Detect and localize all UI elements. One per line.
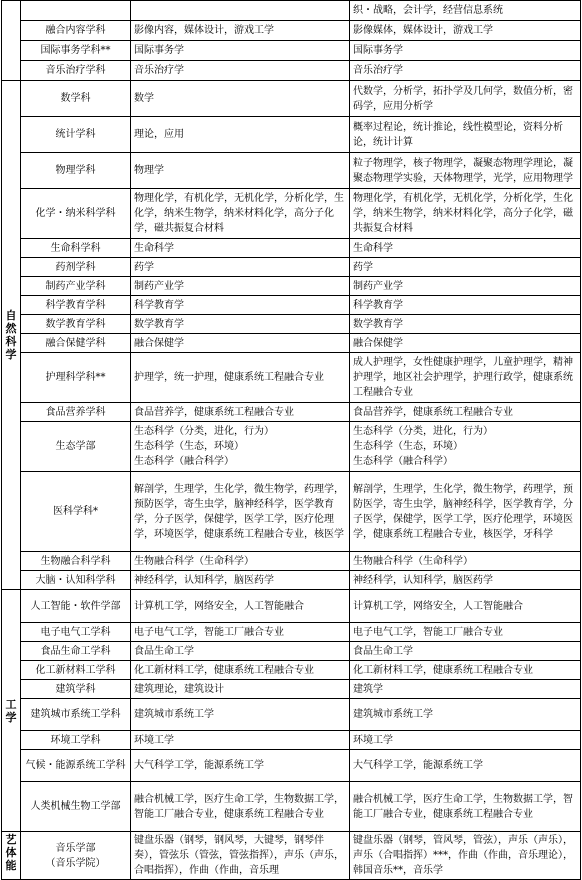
table-row	[2, 334, 581, 353]
table-row	[2, 422, 581, 472]
majors-cell: 护理学，统一护理，健康系统工程融合专业	[131, 353, 350, 403]
majors-cell: 生态科学（分类，进化，行为） 生态科学（生态，环境） 生态科学（融合科学）	[131, 422, 350, 472]
table-row	[2, 315, 581, 334]
linked-majors-cell: 织・战略，会计学，经营信息系统	[350, 1, 581, 21]
department-cell: 国际事务学科**	[21, 41, 131, 61]
group-label-char: 能	[5, 859, 17, 872]
department-cell: 建筑城市系统工学科	[21, 699, 131, 731]
department-cell: 音乐治疗学科	[21, 61, 131, 81]
linked-majors-cell: 制药产业学	[350, 277, 581, 296]
linked-majors-cell: 神经科学，认知科学，脑医药学	[350, 571, 581, 590]
majors-cell: 解剖学，生理学，生化学，微生物学，药理学，预防医学，寄生虫学，脑神经科学，医学教育学，分子医学，保健学，医学工学，医疗伦理学，环境医学，健康系统工程融合专业，核医学	[131, 472, 350, 552]
table-row	[2, 661, 581, 680]
majors-cell: 理论，应用	[131, 117, 350, 153]
linked-majors-cell: 药学	[350, 258, 581, 277]
linked-majors-cell: 大气科学工学，能源系统工学	[350, 750, 581, 782]
department-cell: 数学教育学科	[21, 315, 131, 334]
majors-cell: 物理化学，有机化学，无机化学，分析化学，生化学，纳米生物学，纳米材料化学，高分子化学，磁共振复合材料	[131, 189, 350, 239]
majors-cell: 药学	[131, 258, 350, 277]
table-row	[2, 117, 581, 153]
linked-majors-cell: 物理化学，有机化学，无机化学，分析化学，生化学，纳米生物学，纳米材料化学，高分子化学，磁共振复合材料	[350, 189, 581, 239]
majors-cell: 化工新材料工学，健康系统工程融合专业	[131, 661, 350, 680]
linked-majors-cell: 解剖学，生理学，生化学，微生物学，药理学，预防医学，寄生虫学，脑神经科学，医学教育学，分子医学，保健学，医学工学，医疗伦理学，环境医学，健康系统工程融合专业，核医学，牙科学	[350, 472, 581, 552]
table-row	[2, 832, 581, 880]
group-label-char: 工	[5, 697, 17, 711]
majors-cell: 计算机工学，网络安全，人工智能融合	[131, 590, 350, 623]
department-cell: 生物融合科学科	[21, 552, 131, 571]
majors-cell: 食品营养学，健康系统工程融合专业	[131, 403, 350, 422]
majors-cell: 音乐治疗学	[131, 61, 350, 81]
linked-majors-cell: 计算机工学，网络安全，人工智能融合	[350, 590, 581, 623]
majors-cell: 生物融合科学（生命科学）	[131, 552, 350, 571]
linked-majors-cell: 代数学，分析学，拓扑学及几何学，数值分析，密码学，应用分析学	[350, 81, 581, 117]
group-label-char: 学	[5, 710, 17, 724]
department-cell: 医科学科*	[21, 472, 131, 552]
department-cell: 科学教育学科	[21, 296, 131, 315]
department-cell: 气候・能源系统工学科	[21, 750, 131, 782]
linked-majors-cell: 电子电气工学，智能工厂融合专业	[350, 623, 581, 642]
group-label-char: 科	[5, 335, 17, 348]
department-cell: 食品营养学科	[21, 403, 131, 422]
majors-cell: 建筑城市系统工学	[131, 699, 350, 731]
department-cell: 大脑・认知科学科	[21, 571, 131, 590]
linked-majors-cell: 音乐治疗学	[350, 61, 581, 81]
department-cell: 电子电气工学科	[21, 623, 131, 642]
linked-majors-cell: 化工新材料工学，健康系统工程融合专业	[350, 661, 581, 680]
majors-cell: 融合保健学	[131, 334, 350, 353]
linked-majors-cell: 键盘乐器（钢琴，管风琴，管弦），声乐（声乐），声乐（合唱指挥）***，作曲（作曲，音乐理论），韩国音乐**，音乐学	[350, 832, 581, 880]
curriculum-table-body	[2, 1, 581, 880]
group-label-char: 体	[5, 846, 17, 859]
majors-cell: 大气科学工学，能源系统工学	[131, 750, 350, 782]
linked-majors-cell: 建筑城市系统工学	[350, 699, 581, 731]
majors-cell: 制药产业学	[131, 277, 350, 296]
linked-majors-cell: 生命科学	[350, 239, 581, 258]
majors-cell: 建筑理论，建筑设计	[131, 680, 350, 699]
table-row	[2, 41, 581, 61]
majors-cell: 科学教育学	[131, 296, 350, 315]
department-cell	[21, 1, 131, 21]
table-row	[2, 81, 581, 117]
department-cell: 化学・纳米科学科	[21, 189, 131, 239]
table-row	[2, 623, 581, 642]
department-cell: 护理科学科**	[21, 353, 131, 403]
group-label	[2, 832, 21, 880]
table-row	[2, 21, 581, 41]
majors-cell: 生命科学	[131, 239, 350, 258]
department-cell: 物理学科	[21, 153, 131, 189]
table-row	[2, 552, 581, 571]
department-cell: 制药产业学科	[21, 277, 131, 296]
majors-cell	[131, 1, 350, 21]
linked-majors-cell: 建筑学	[350, 680, 581, 699]
table-row	[2, 277, 581, 296]
majors-cell: 数学	[131, 81, 350, 117]
table-row	[2, 296, 581, 315]
group-label	[2, 1, 21, 81]
linked-majors-cell: 影像媒体，媒体设计，游戏工学	[350, 21, 581, 41]
department-cell: 生命科学科	[21, 239, 131, 258]
majors-cell: 电子电气工学，智能工厂融合专业	[131, 623, 350, 642]
department-cell: 建筑学科	[21, 680, 131, 699]
linked-majors-cell: 科学教育学	[350, 296, 581, 315]
department-cell: 化工新材料工学科	[21, 661, 131, 680]
table-row	[2, 472, 581, 552]
linked-majors-cell: 国际事务学	[350, 41, 581, 61]
linked-majors-cell: 生物融合科学（生命科学）	[350, 552, 581, 571]
table-row	[2, 642, 581, 661]
department-cell: 食品生命工学科	[21, 642, 131, 661]
group-label	[2, 590, 21, 832]
group-label-char: 然	[5, 322, 17, 335]
department-cell: 生态学部	[21, 422, 131, 472]
group-label-char: 艺	[5, 833, 17, 846]
table-row	[2, 750, 581, 782]
department-cell: 药剂学科	[21, 258, 131, 277]
linked-majors-cell: 环境工学	[350, 731, 581, 750]
department-cell: 人工智能・软件学部	[21, 590, 131, 623]
linked-majors-cell: 概率过程论，统计推论，线性模型论，资料分析论，统计计算	[350, 117, 581, 153]
group-label	[2, 81, 21, 590]
table-row	[2, 403, 581, 422]
table-row	[2, 239, 581, 258]
majors-cell: 食品生命工学	[131, 642, 350, 661]
group-label-char: 学	[5, 348, 17, 361]
table-row	[2, 258, 581, 277]
majors-cell: 物理学	[131, 153, 350, 189]
table-row	[2, 680, 581, 699]
department-cell: 音乐学部 （音乐学院）	[21, 832, 131, 880]
majors-cell: 国际事务学	[131, 41, 350, 61]
majors-cell: 神经科学，认知科学，脑医药学	[131, 571, 350, 590]
linked-majors-cell: 生态科学（分类，进化，行为） 生态科学（生态，环境） 生态科学（融合科学）	[350, 422, 581, 472]
department-cell: 融合保健学科	[21, 334, 131, 353]
table-row	[2, 782, 581, 832]
majors-cell: 环境工学	[131, 731, 350, 750]
table-row	[2, 590, 581, 623]
department-cell: 融合内容学科	[21, 21, 131, 41]
linked-majors-cell: 食品营养学，健康系统工程融合专业	[350, 403, 581, 422]
table-row	[2, 153, 581, 189]
group-label-char: 自	[5, 309, 17, 322]
department-cell: 环境工学科	[21, 731, 131, 750]
table-row	[2, 61, 581, 81]
table-row	[2, 699, 581, 731]
linked-majors-cell: 粒子物理学，核子物理学，凝聚态物理学理论，凝聚态物理学实验，天体物理学，光学，应用物理学	[350, 153, 581, 189]
department-cell: 人类机械生物工学部	[21, 782, 131, 832]
linked-majors-cell: 数学教育学	[350, 315, 581, 334]
department-cell: 数学科	[21, 81, 131, 117]
linked-majors-cell: 融合保健学	[350, 334, 581, 353]
table-row	[2, 571, 581, 590]
table-row	[2, 731, 581, 750]
table-row	[2, 1, 581, 21]
linked-majors-cell: 成人护理学，女性健康护理学，儿童护理学，精神护理学，地区社会护理学，护理行政学，健康系统工程融合专业	[350, 353, 581, 403]
majors-cell: 数学教育学	[131, 315, 350, 334]
table-row	[2, 353, 581, 403]
majors-cell: 键盘乐器（钢琴，钢风琴，大键琴，钢琴伴奏），管弦乐（管弦，管弦指挥），声乐（声乐，合唱指挥），作曲（作曲，音乐理	[131, 832, 350, 880]
majors-cell: 影像内容，媒体设计，游戏工学	[131, 21, 350, 41]
department-cell: 统计学科	[21, 117, 131, 153]
linked-majors-cell: 融合机械工学，医疗生命工学，生物数据工学，智能工厂融合专业，健康系统工程融合专业	[350, 782, 581, 832]
linked-majors-cell: 食品生命工学	[350, 642, 581, 661]
table-row	[2, 189, 581, 239]
majors-cell: 融合机械工学，医疗生命工学，生物数据工学，智能工厂融合专业，健康系统工程融合专业	[131, 782, 350, 832]
curriculum-table	[1, 0, 581, 880]
